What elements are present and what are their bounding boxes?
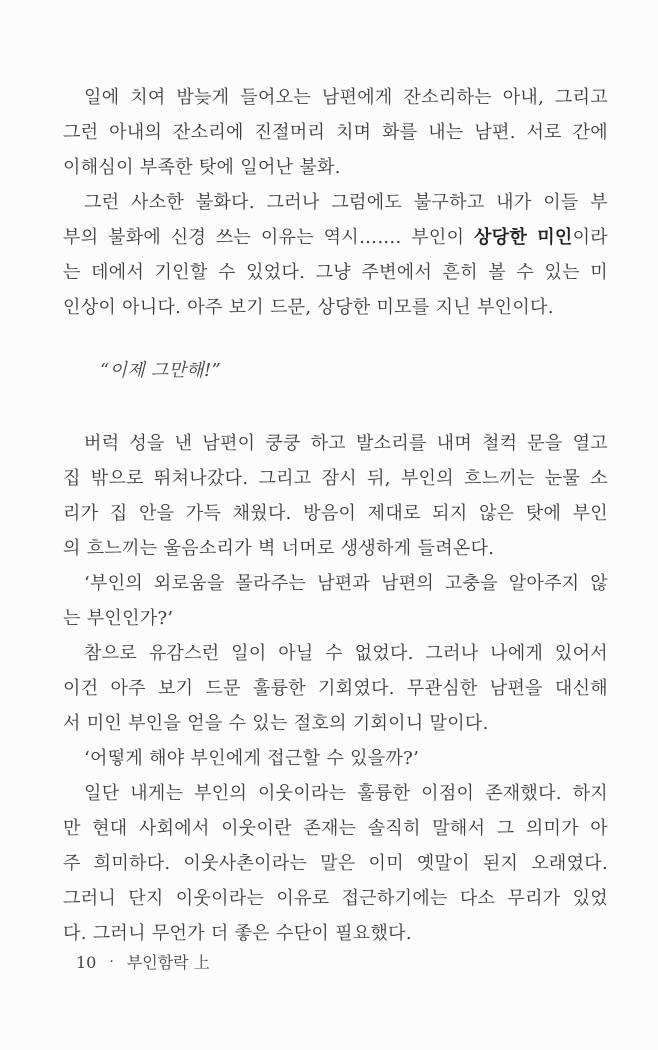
text-line: 참으로 유감스런 일이 아닐 수 없었다. 그러나 나에게 있어서 (84, 643, 608, 664)
page-footer (76, 948, 210, 978)
text-line: 리가 집 안을 가득 채웠다. 방음이 제대로 되지 않은 탓에 부인 (63, 503, 608, 524)
text-segment: 이라 (572, 227, 608, 248)
text-line: 인상이 아니다. 아주 보기 드문, 상당한 미모를 지닌 부인이다. (63, 297, 554, 318)
text-line: 는 데에서 기인할 수 있었다. 그냥 주변에서 흔히 볼 수 있는 미 (63, 262, 608, 283)
text-line: 이해심이 부족한 탓에 일어난 불화. (63, 157, 341, 178)
text-line: 다. 그러니 무언가 더 좋은 수단이 필요했다. (63, 923, 412, 944)
page-body-text (63, 80, 608, 951)
text-line: 만 현대 사회에서 이웃이란 존재는 솔직히 말해서 그 의미가 아 (63, 818, 608, 839)
text-line: 일단 내게는 부인의 이웃이라는 훌륭한 이점이 존재했다. 하지 (84, 783, 608, 804)
text-line: 그러니 단지 이웃이라는 이유로 접근하기에는 다소 무리가 있었 (63, 888, 608, 909)
text-line: 일에 치여 밤늦게 들어오는 남편에게 잔소리하는 아내, 그리고 (84, 87, 608, 108)
text-segment: 부의 불화에 신경 쓰는 이유는 역시……. 부인이 (63, 227, 474, 248)
bold-text-segment: 상당한 미인 (473, 227, 573, 248)
text-line: 그런 사소한 불화다. 그러나 그럼에도 불구하고 내가 이들 부 (84, 192, 608, 213)
dialogue-quote (63, 353, 608, 388)
text-line: ‘부인의 외로움을 몰라주는 남편과 남편의 고충을 알아주지 않 (84, 573, 608, 594)
text-line: 는 부인인가?’ (63, 608, 174, 629)
quote-line: “이제 그만해!” (100, 360, 221, 381)
paragraph-6 (63, 741, 608, 776)
paragraph-2 (63, 185, 608, 325)
text-line: 서 미인 부인을 얻을 수 있는 절호의 기회이니 말이다. (63, 713, 489, 734)
text-line: 이건 아주 보기 드문 훌륭한 기회였다. 무관심한 남편을 대신해 (63, 678, 608, 699)
text-line: 의 흐느끼는 울음소리가 벽 너머로 생생하게 들려온다. (63, 538, 495, 559)
text-line (63, 220, 608, 255)
paragraph-3 (63, 426, 608, 566)
text-line: 주 희미하다. 이웃사촌이라는 말은 이미 옛말이 된지 오래였다. (63, 853, 608, 874)
page-number: 10 (76, 953, 97, 972)
paragraph-4 (63, 566, 608, 636)
book-title: 부인함락 上 (126, 953, 210, 972)
text-line: 집 밖으로 뛰쳐나갔다. 그리고 잠시 뒤, 부인의 흐느끼는 눈물 소 (63, 468, 608, 489)
text-line: 버럭 성을 낸 남편이 쿵쿵 하고 발소리를 내며 철컥 문을 열고 (84, 433, 608, 454)
text-line: ‘어떻게 해야 부인에게 접근할 수 있을까?’ (84, 748, 420, 769)
paragraph-7 (63, 776, 608, 951)
paragraph-5 (63, 636, 608, 741)
text-line: 그런 아내의 잔소리에 진절머리 치며 화를 내는 남편. 서로 간에 (63, 122, 608, 143)
footer-separator-dot: · (109, 954, 114, 970)
paragraph-1 (63, 80, 608, 185)
